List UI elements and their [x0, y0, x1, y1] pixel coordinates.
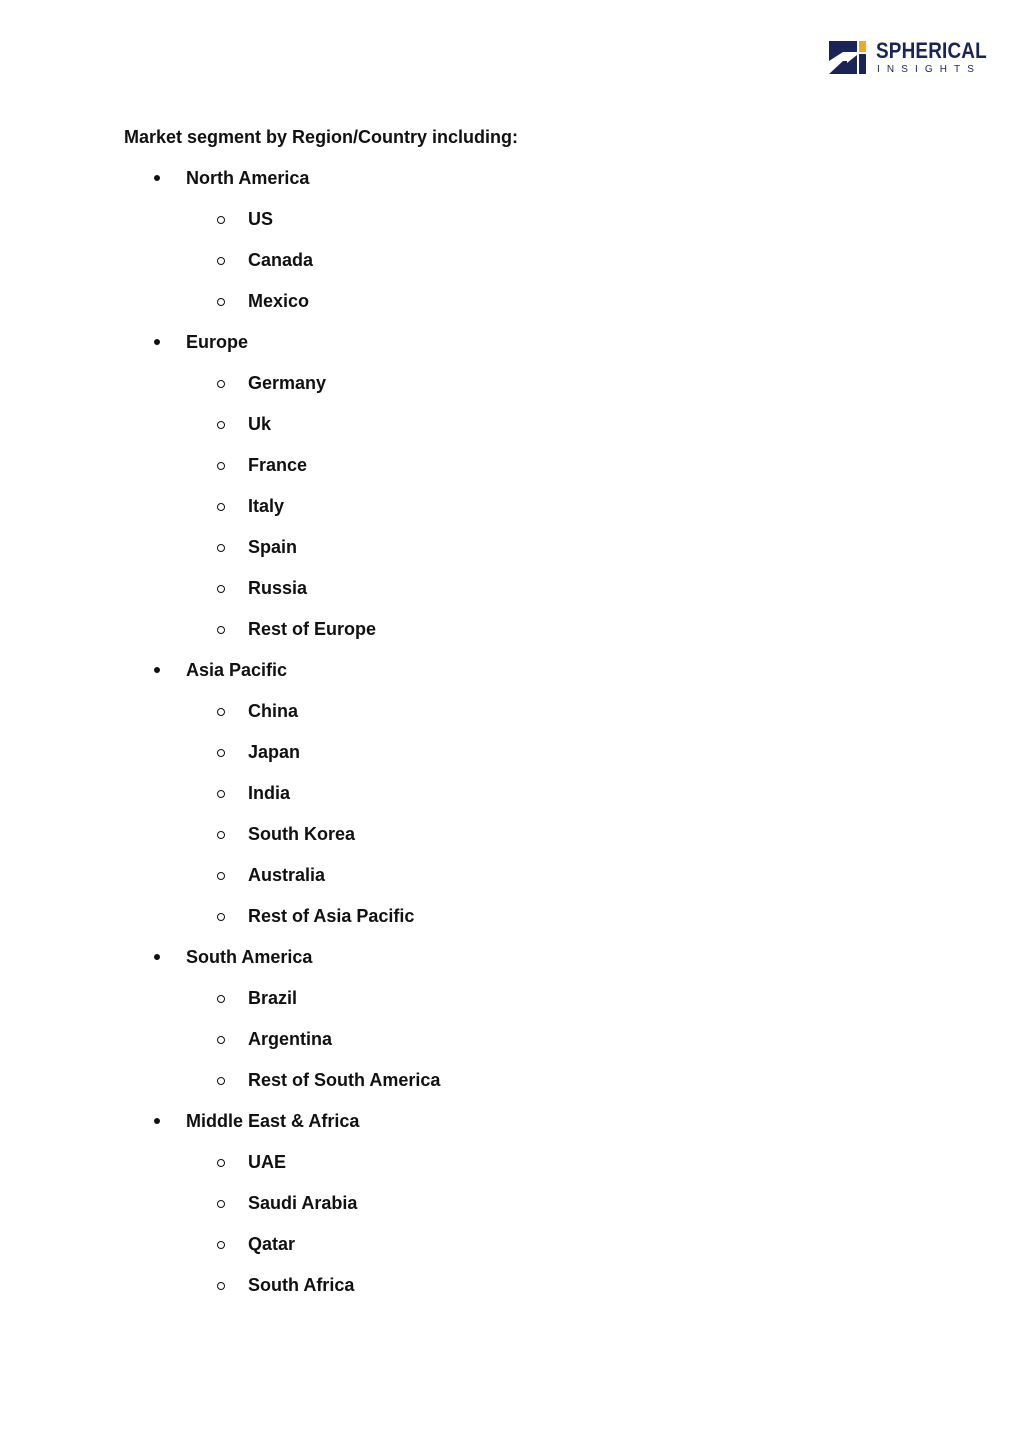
hollow-circle-bullet-icon: [217, 1036, 225, 1044]
country-item-france: [0, 453, 1023, 494]
hollow-circle-bullet-icon: [217, 831, 225, 839]
region-item-asia-pacific: [0, 658, 1023, 945]
country-list: [0, 371, 1023, 658]
country-label: France: [248, 455, 308, 475]
country-item-qatar: [0, 1232, 1023, 1273]
country-item-spain: [0, 535, 1023, 576]
country-label: Rest of Europe: [248, 619, 377, 639]
country-label: Australia: [248, 865, 326, 885]
filled-bullet-icon: [154, 1118, 160, 1124]
country-item-canada: [0, 248, 1023, 289]
country-list: [0, 207, 1023, 330]
country-label: UAE: [248, 1152, 287, 1172]
hollow-circle-bullet-icon: [217, 544, 225, 552]
country-label: China: [248, 701, 299, 721]
region-row: [0, 658, 1023, 699]
country-label: India: [248, 783, 291, 803]
country-label: Qatar: [248, 1234, 296, 1254]
hollow-circle-bullet-icon: [217, 421, 225, 429]
hollow-circle-bullet-icon: [217, 913, 225, 921]
country-item-china: [0, 699, 1023, 740]
country-label: Rest of Asia Pacific: [248, 906, 415, 926]
country-label: Mexico: [248, 291, 310, 311]
region-row: [0, 330, 1023, 371]
country-item-germany: [0, 371, 1023, 412]
country-item-us: [0, 207, 1023, 248]
country-item-saudi-arabia: [0, 1191, 1023, 1232]
country-label: US: [248, 209, 274, 229]
country-item-argentina: [0, 1027, 1023, 1068]
logo-wordmark: SPHERICAL: [876, 38, 987, 63]
hollow-circle-bullet-icon: [217, 216, 225, 224]
country-list: [0, 1150, 1023, 1314]
country-item-italy: [0, 494, 1023, 535]
country-label: Argentina: [248, 1029, 333, 1049]
country-item-mexico: [0, 289, 1023, 330]
country-item-japan: [0, 740, 1023, 781]
region-item-south-america: [0, 945, 1023, 1109]
hollow-circle-bullet-icon: [217, 1241, 225, 1249]
hollow-circle-bullet-icon: [217, 708, 225, 716]
hollow-circle-bullet-icon: [217, 790, 225, 798]
country-item-rest-of-europe: [0, 617, 1023, 658]
region-item-north-america: [0, 166, 1023, 330]
country-label: South Africa: [248, 1275, 355, 1295]
country-label: Uk: [248, 414, 272, 434]
country-item-russia: [0, 576, 1023, 617]
country-item-uk: [0, 412, 1023, 453]
filled-bullet-icon: [154, 339, 160, 345]
hollow-circle-bullet-icon: [217, 872, 225, 880]
hollow-circle-bullet-icon: [217, 626, 225, 634]
filled-bullet-icon: [154, 667, 160, 673]
hollow-circle-bullet-icon: [217, 298, 225, 306]
hollow-circle-bullet-icon: [217, 1200, 225, 1208]
hollow-circle-bullet-icon: [217, 462, 225, 470]
country-label: South Korea: [248, 824, 356, 844]
spherical-insights-logo: [829, 39, 991, 77]
hollow-circle-bullet-icon: [217, 503, 225, 511]
country-label: Brazil: [248, 988, 298, 1008]
country-item-south-africa: [0, 1273, 1023, 1314]
country-item-uae: [0, 1150, 1023, 1191]
country-label: Russia: [248, 578, 308, 598]
logo-tagline: INSIGHTS: [877, 64, 982, 75]
country-label: Italy: [248, 496, 285, 516]
region-list: [0, 166, 1023, 1314]
region-item-europe: [0, 330, 1023, 658]
country-label: Spain: [248, 537, 298, 557]
country-item-rest-of-asia-pacific: [0, 904, 1023, 945]
country-item-south-korea: [0, 822, 1023, 863]
hollow-circle-bullet-icon: [217, 585, 225, 593]
country-item-rest-of-south-america: [0, 1068, 1023, 1109]
filled-bullet-icon: [154, 175, 160, 181]
region-item-middle-east-and-africa: [0, 1109, 1023, 1314]
country-label: Canada: [248, 250, 314, 270]
hollow-circle-bullet-icon: [217, 257, 225, 265]
section-heading: Market segment by Region/Country including:: [124, 127, 519, 147]
region-row: [0, 1109, 1023, 1150]
country-label: Saudi Arabia: [248, 1193, 358, 1213]
country-label: Germany: [248, 373, 327, 393]
region-row: [0, 945, 1023, 986]
region-row: [0, 166, 1023, 207]
country-list: [0, 986, 1023, 1109]
region-label: South America: [186, 947, 313, 967]
country-item-brazil: [0, 986, 1023, 1027]
hollow-circle-bullet-icon: [217, 380, 225, 388]
country-label: Rest of South America: [248, 1070, 441, 1090]
hollow-circle-bullet-icon: [217, 995, 225, 1003]
region-label: North America: [186, 168, 310, 188]
hollow-circle-bullet-icon: [217, 1077, 225, 1085]
country-item-india: [0, 781, 1023, 822]
logo-mark-icon: [829, 39, 869, 75]
country-item-australia: [0, 863, 1023, 904]
country-label: Japan: [248, 742, 301, 762]
hollow-circle-bullet-icon: [217, 1159, 225, 1167]
region-label: Middle East & Africa: [186, 1111, 360, 1131]
filled-bullet-icon: [154, 954, 160, 960]
region-label: Asia Pacific: [186, 660, 288, 680]
hollow-circle-bullet-icon: [217, 1282, 225, 1290]
region-label: Europe: [186, 332, 249, 352]
country-list: [0, 699, 1023, 945]
hollow-circle-bullet-icon: [217, 749, 225, 757]
